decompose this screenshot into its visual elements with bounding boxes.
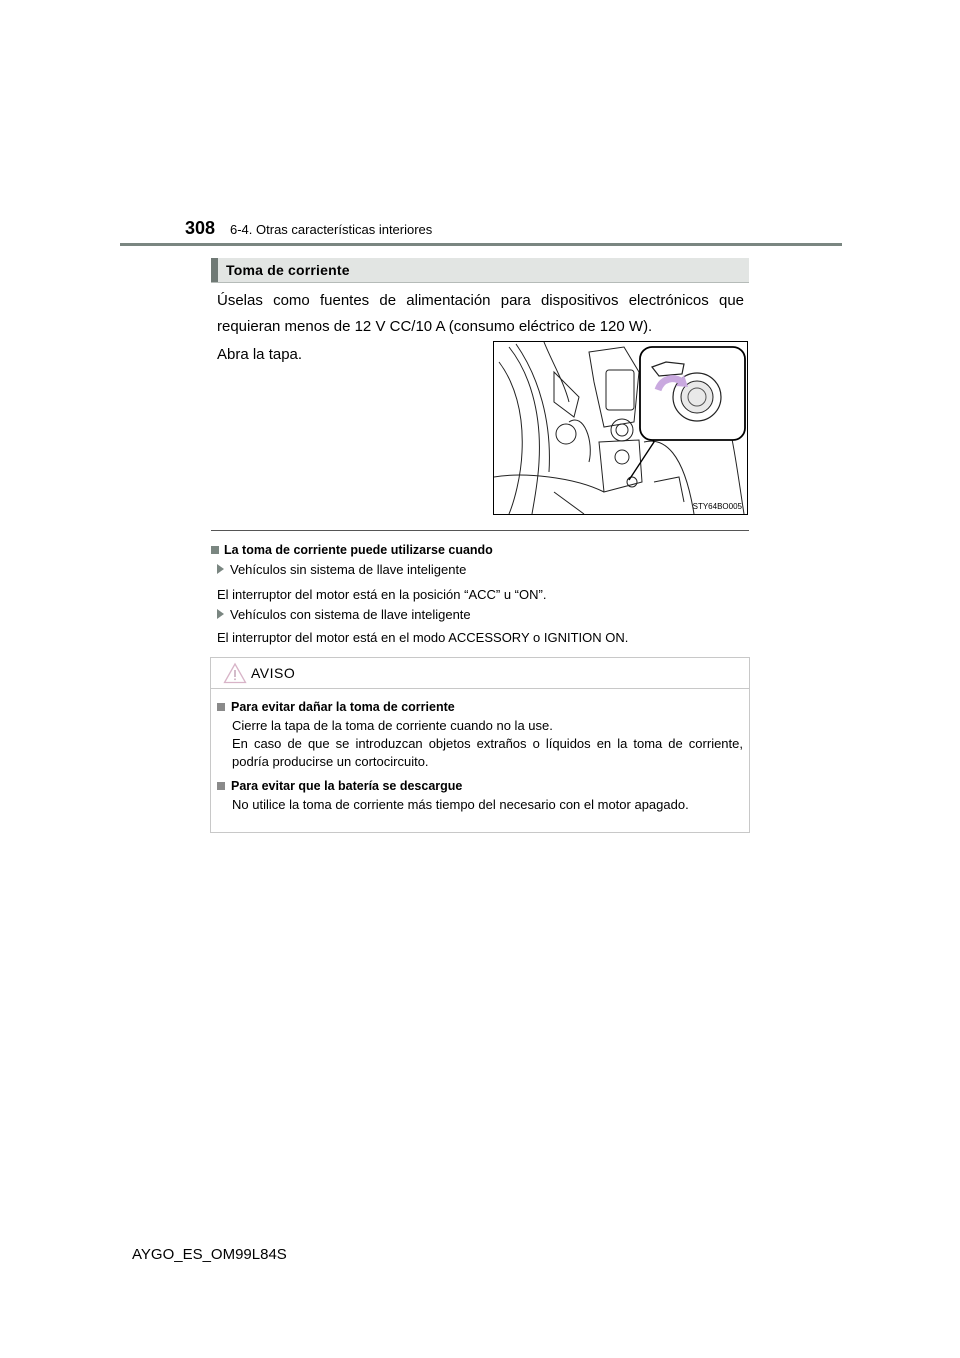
square-bullet-icon: [217, 703, 225, 711]
chapter-title: 6-4. Otras características interiores: [230, 222, 433, 237]
triangle-bullet-icon: [217, 564, 224, 574]
square-bullet-icon: [211, 546, 219, 554]
document-code: AYGO_ES_OM99L84S: [132, 1246, 287, 1263]
intro-paragraph: Úselas como fuentes de alimentación para dispositivos electrónicos que requieran menos de 12 V CC/10 A (consumo eléctrico de 120 W).: [217, 292, 744, 335]
page-number: 308: [185, 218, 216, 238]
note-heading: La toma de corriente puede utilizarse cuando: [211, 541, 493, 559]
zoom-callout: [629, 347, 745, 480]
warning-box: [210, 657, 750, 833]
header-rule: [120, 243, 842, 246]
dashboard-illustration: [494, 342, 747, 514]
section-heading: [211, 258, 749, 283]
warning-item: Para evitar dañar la toma de corriente Cierre la tapa de la toma de corriente cuando no la use. En caso de que se introduzcan objetos extraños o líquidos en la toma de corriente, podría producirse un cortocircuito.: [217, 700, 743, 771]
section-title: Toma de corriente: [226, 262, 350, 278]
section-heading-bar: [211, 258, 218, 282]
warning-title: AVISO: [251, 665, 296, 681]
divider: [211, 530, 749, 531]
figure-code: STY64BO005: [692, 502, 742, 511]
warning-triangle-icon: [223, 662, 247, 684]
power-outlet-figure: [493, 341, 748, 515]
note-item-text: El interruptor del motor está en el modo ACCESSORY o IGNITION ON.: [217, 630, 629, 645]
step-text: Abra la tapa.: [217, 346, 303, 363]
note-item-label: Vehículos con sistema de llave inteligente: [217, 607, 471, 622]
warning-header: [211, 658, 749, 689]
note-item-text: El interruptor del motor está en la posición “ACC” u “ON”.: [217, 587, 547, 602]
note-item-label: Vehículos sin sistema de llave inteligente: [217, 562, 466, 577]
triangle-bullet-icon: [217, 609, 224, 619]
square-bullet-icon: [217, 782, 225, 790]
warning-item: Para evitar que la batería se descargue No utilice la toma de corriente más tiempo del necesario con el motor apagado.: [217, 779, 743, 814]
